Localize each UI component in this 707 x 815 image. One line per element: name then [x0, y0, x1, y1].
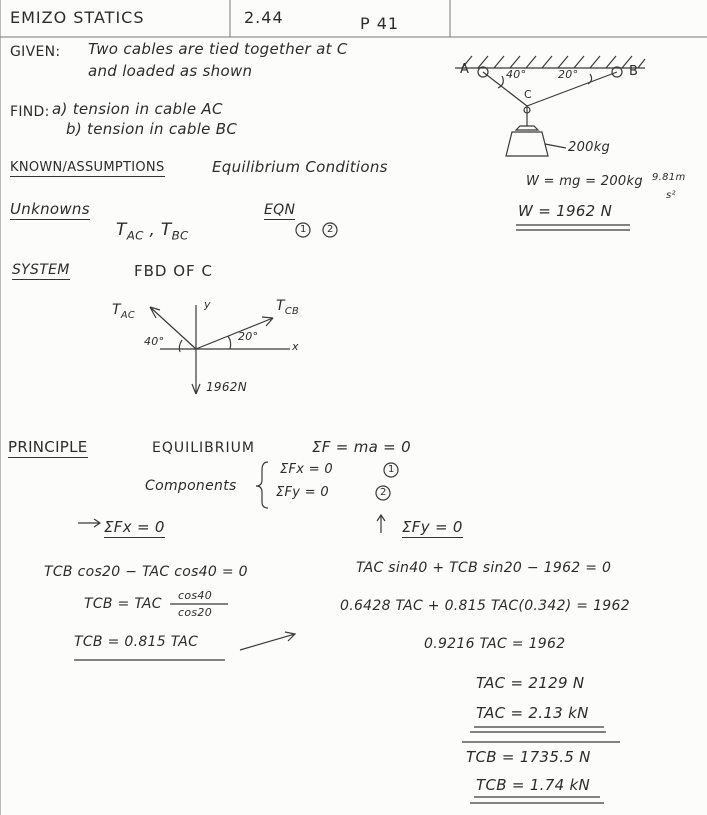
x-sign-arrow	[78, 519, 100, 527]
find-label: FIND:	[10, 104, 50, 120]
principle-label: PRINCIPLE	[8, 438, 88, 456]
component-fy: ΣFy = 0	[276, 485, 329, 500]
angle-b: 20°	[558, 68, 579, 81]
component-fy-ref: 2	[380, 487, 387, 498]
eqn-ref-2: 2	[327, 224, 334, 235]
course-code: EMIZO STATICS	[10, 8, 145, 27]
fbd-load: 1962N	[206, 380, 248, 394]
continue-arrow	[240, 632, 295, 650]
sum-fx-eq1: TCB cos20 − TAC cos40 = 0	[44, 564, 248, 580]
point-a: A	[460, 62, 470, 77]
sum-fx-result: TCB = 0.815 TAC	[74, 634, 199, 650]
components-label: Components	[145, 478, 237, 494]
known-label: KNOWN/ASSUMPTIONS	[10, 160, 165, 175]
given-line-2: and loaded as shown	[88, 62, 253, 80]
fbd-tac: T	[112, 302, 121, 318]
component-fx: ΣFx = 0	[280, 462, 333, 477]
point-b: B	[629, 64, 639, 79]
tac-final-result: TAC = 2.13 kN	[476, 704, 589, 722]
fbd-tac-label	[112, 302, 135, 321]
fbd-x-axis: x	[292, 340, 299, 353]
point-c: C	[524, 88, 532, 101]
principle-equation: ΣF = ma = 0	[312, 438, 411, 456]
sum-fy-eq2: 0.6428 TAC + 0.815 TAC(0.342) = 1962	[340, 598, 630, 614]
known-text: Equilibrium Conditions	[212, 158, 388, 176]
sum-fy-eq4: TAC = 2129 N	[476, 674, 585, 692]
given-label: GIVEN:	[10, 44, 61, 60]
unknowns-label: Unknowns	[10, 200, 90, 218]
sum-fy-heading: ΣFy = 0	[402, 518, 463, 536]
given-line-1: Two cables are tied together at C	[88, 40, 348, 58]
y-sign-arrow	[377, 515, 385, 533]
unknown-tac-sub: AC	[126, 228, 144, 243]
system-label: SYSTEM	[12, 262, 70, 278]
components-brace	[256, 462, 268, 508]
mass-label: 200kg	[568, 140, 611, 155]
ceiling-support	[455, 56, 645, 68]
sum-fy-eq3: 0.9216 TAC = 1962	[424, 636, 566, 652]
eqn-ref-1: 1	[300, 224, 307, 235]
fbd-angle-right: 20°	[238, 330, 259, 343]
principle-name: EQUILIBRIUM	[152, 440, 255, 456]
sum-fx-heading: ΣFx = 0	[104, 518, 165, 536]
page-number: P 41	[360, 14, 400, 33]
sum-fx-eq2: TCB = TAC	[84, 596, 162, 612]
tcb-final-result: TCB = 1.74 kN	[476, 776, 591, 794]
gravity-numerator: 9.81m	[652, 172, 686, 183]
fbd-angle-left: 40°	[144, 335, 165, 348]
unknowns-values	[116, 220, 189, 242]
unknown-tbc: T	[160, 220, 172, 240]
fbd-tac-sub: AC	[120, 309, 136, 321]
eqn-label: EQN	[264, 202, 296, 218]
system-text: FBD OF C	[134, 262, 213, 280]
weight-equation: W = mg = 200kg	[526, 174, 643, 189]
fbd-y-axis: y	[204, 298, 211, 311]
sum-fx-frac-num: cos40	[178, 589, 213, 602]
sum-fy-eq1: TAC sin40 + TCB sin20 − 1962 = 0	[356, 560, 612, 576]
fbd-tcb-sub: CB	[284, 305, 300, 317]
component-fx-ref: 1	[388, 464, 395, 475]
sum-fx-frac-den: cos20	[178, 606, 213, 619]
angle-a: 40°	[506, 68, 527, 81]
fbd-tcb-label	[276, 298, 299, 317]
weight-result: W = 1962 N	[518, 202, 613, 220]
sum-fy-eq6: TCB = 1735.5 N	[466, 748, 591, 766]
fbd-tcb: T	[276, 298, 285, 314]
find-b: b) tension in cable BC	[66, 120, 238, 138]
unknown-tbc-sub: BC	[171, 228, 189, 243]
unknowns-separator: ,	[149, 220, 156, 240]
problem-number: 2.44	[244, 8, 284, 27]
find-a: a) tension in cable AC	[52, 100, 223, 118]
unknown-tac: T	[116, 220, 127, 240]
gravity-denominator: s²	[666, 190, 676, 201]
